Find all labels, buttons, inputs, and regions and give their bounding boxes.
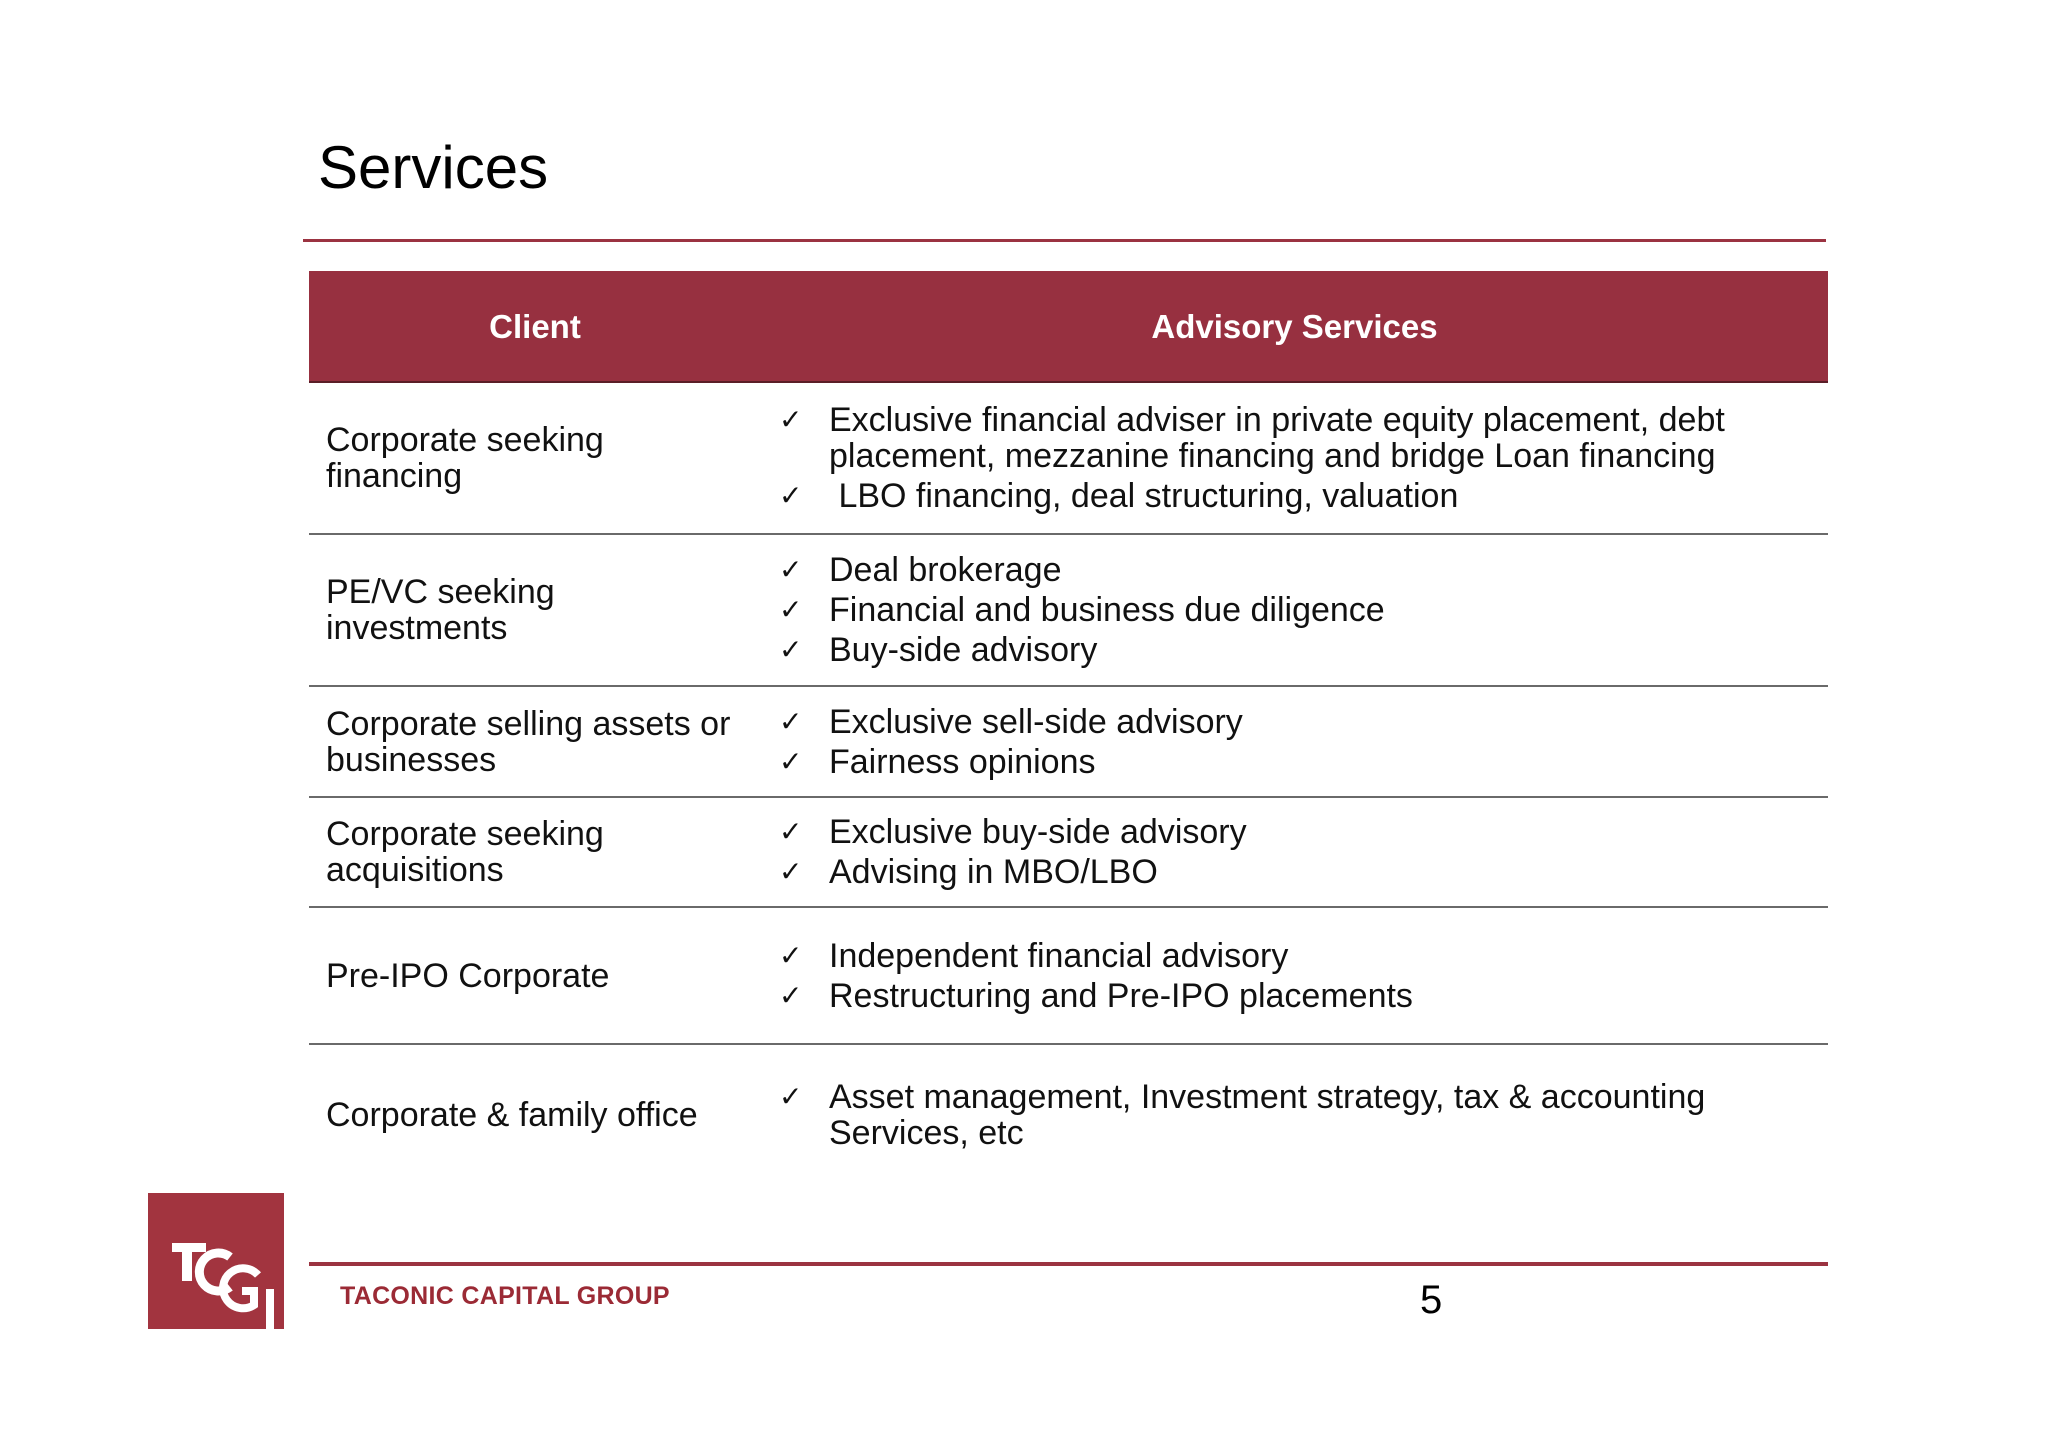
services-cell: [779, 1045, 1798, 1185]
company-name: TACONIC CAPITAL GROUP: [340, 1282, 670, 1310]
service-item: [779, 592, 1798, 628]
table-row: [309, 383, 1828, 535]
service-text: Buy-side advisory: [829, 631, 1098, 669]
checkmark-icon: ✓: [779, 938, 803, 972]
service-item: [779, 854, 1798, 890]
services-cell: [779, 687, 1798, 796]
checkmark-icon: ✓: [779, 744, 803, 778]
checkmark-icon: ✓: [779, 593, 803, 626]
service-item: [779, 552, 1798, 588]
service-item: [779, 402, 1798, 474]
table-row: [309, 1045, 1828, 1185]
checkmark-icon: ✓: [779, 479, 803, 512]
service-item: [779, 704, 1798, 740]
checkmark-icon: ✓: [779, 704, 803, 738]
service-item: [779, 978, 1798, 1014]
client-cell: Corporate seeking acquisitions: [326, 815, 604, 889]
slide-title: Services: [318, 134, 549, 201]
client-cell: PE/VC seeking investments: [326, 573, 555, 647]
checkmark-icon: ✓: [779, 978, 803, 1012]
service-item: [779, 814, 1798, 850]
service-item: [779, 744, 1798, 780]
service-text: Asset management, Investment strategy, tax & accounting Services, etc: [829, 1078, 1706, 1152]
service-text: Fairness opinions: [829, 742, 1096, 781]
service-item: [779, 1079, 1798, 1151]
service-item: [779, 478, 1798, 514]
client-cell: Corporate seeking financing: [326, 421, 604, 495]
tcg-logo: [148, 1193, 284, 1329]
service-text: Exclusive financial adviser in private equity placement, debt placement, mezzanine financing and bridge Loan financing: [829, 401, 1725, 475]
client-cell: Corporate & family office: [326, 1096, 698, 1134]
service-text: Financial and business due diligence: [829, 591, 1385, 629]
header-advisory-services: Advisory Services: [1151, 308, 1438, 345]
title-divider: [303, 239, 1826, 242]
service-text: Deal brokerage: [829, 551, 1062, 589]
table-row: [309, 535, 1828, 687]
header-client: Client: [489, 308, 581, 345]
checkmark-icon: ✓: [779, 1080, 803, 1113]
table-header: [309, 271, 1828, 383]
table-row: [309, 908, 1828, 1045]
checkmark-icon: ✓: [779, 855, 803, 888]
tcg-logo-mark: [148, 1193, 284, 1329]
service-item: [779, 632, 1798, 668]
services-cell: [779, 535, 1798, 685]
service-item: [779, 938, 1798, 974]
services-table: [309, 271, 1828, 1185]
page-number: 5: [1420, 1278, 1443, 1322]
services-cell: [779, 908, 1798, 1043]
footer-divider: [309, 1262, 1828, 1266]
service-text: Exclusive sell-side advisory: [829, 702, 1243, 741]
services-cell: [779, 798, 1798, 906]
client-cell: Pre-IPO Corporate: [326, 956, 610, 995]
service-text: Advising in MBO/LBO: [829, 853, 1158, 891]
service-text: LBO financing, deal structuring, valuation: [829, 477, 1459, 515]
service-text: Independent financial advisory: [829, 936, 1289, 975]
service-text: Exclusive buy-side advisory: [829, 813, 1247, 851]
checkmark-icon: ✓: [779, 633, 803, 666]
service-text: Restructuring and Pre-IPO placements: [829, 976, 1413, 1015]
checkmark-icon: ✓: [779, 553, 803, 586]
services-cell: [779, 383, 1798, 533]
checkmark-icon: ✓: [779, 403, 803, 436]
checkmark-icon: ✓: [779, 815, 803, 848]
table-row: [309, 687, 1828, 798]
table-row: [309, 798, 1828, 908]
client-cell: Corporate selling assets or businesses: [326, 704, 731, 779]
